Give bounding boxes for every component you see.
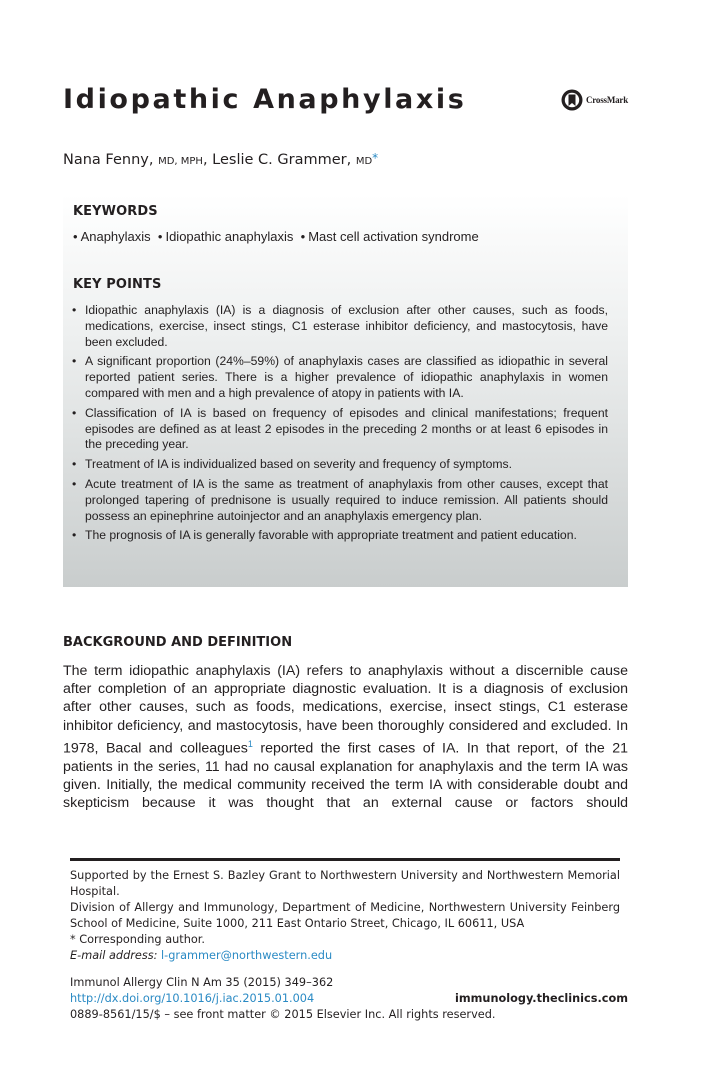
paragraph-text: The term idiopathic anaphylaxis (IA) refers to anaphylaxis without a discernible cause after completion of an appropriate diagnostic evaluation. It is a diagnosis of exclusion after other causes, such as foods, medications, exercise, insect stings, C1 esterase inhibitor deficiency, and mastocytosis, have been thoroughly considered and excluded. In 1978, Bacal and colleagues — [63, 663, 628, 757]
keyword: Anaphylaxis — [80, 229, 151, 244]
corresponding-author-link[interactable]: * — [372, 151, 379, 165]
crossmark-icon — [561, 89, 583, 111]
doi-link[interactable]: http://dx.doi.org/10.1016/j.iac.2015.01.004 — [70, 992, 315, 1005]
author-name: Nana Fenny, — [63, 152, 154, 168]
corresponding-note: * Corresponding author. — [70, 933, 205, 946]
author-name: Leslie C. Grammer, — [212, 152, 352, 168]
author-list — [63, 151, 378, 168]
key-point: • Acute treatment of IA is the same as treatment of anaphylaxis from other causes, except that prolonged tapering of prednisone is usually required to induce remission. All patients should possess an epinephrine autoinjector and an anaphylaxis emergency plan. — [71, 477, 608, 524]
reference-link[interactable]: 1 — [247, 738, 253, 749]
key-point: • Treatment of IA is individualized based on severity and frequency of symptoms. — [71, 457, 608, 473]
author-separator: , — [202, 152, 208, 168]
key-point: • Idiopathic anaphylaxis (IA) is a diagnosis of exclusion after other causes, such as foods, medications, exercise, insect stings, C1 esterase inhibitor deficiency, and mastocytosis, have been excluded. — [71, 303, 608, 350]
email-link[interactable]: l-grammer@northwestern.edu — [161, 949, 333, 962]
key-point: • A significant proportion (24%–59%) of anaphylaxis cases are classified as idiopathic in several reported patient series. There is a higher prevalence of idiopathic anaphylaxis in women compared with men and a high prevalence of atopy in patients with IA. — [71, 354, 608, 401]
key-points-list — [71, 303, 608, 548]
footnotes — [70, 868, 620, 964]
paragraph-text: reported the first cases of IA. In that report, of the 21 patients in the series, 11 had no causal explanation for anaphylaxis and the term IA was given. Initially, the medical community received the term IA with considerable doubt and skepticism because it was thought that an external cause or factors should — [63, 740, 629, 812]
keyword: Idiopathic anaphylaxis — [165, 229, 294, 244]
keywords-heading: KEYWORDS — [73, 204, 158, 219]
author-degrees: MD — [355, 156, 373, 167]
affiliation-note: Division of Allergy and Immunology, Department of Medicine, Northwestern University Feinberg School of Medicine, Suite 1000, 211 East Ontario Street, Chicago, IL 60611, USA — [70, 901, 620, 930]
journal-site-link[interactable]: immunology.theclinics.com — [455, 992, 628, 1005]
journal-info — [70, 975, 628, 1023]
key-point: • The prognosis of IA is generally favorable with appropriate treatment and patient education. — [71, 528, 608, 544]
citation: Immunol Allergy Clin N Am 35 (2015) 349–362 — [70, 976, 334, 989]
keywords-list: • Anaphylaxis • Idiopathic anaphylaxis • Mast cell activation syndrome — [73, 229, 479, 244]
keyword: Mast cell activation syndrome — [308, 229, 479, 244]
key-point: • Classification of IA is based on frequency of episodes and clinical manifestations; frequent episodes are defined as at least 2 episodes in the preceding 2 months or at least 6 episodes in the preceding year. — [71, 406, 608, 453]
crossmark-label: CrossMark — [586, 95, 629, 105]
copyright: 0889-8561/15/$ – see front matter © 2015 Elsevier Inc. All rights reserved. — [70, 1008, 496, 1021]
crossmark-badge[interactable] — [561, 89, 628, 111]
author-degrees: MD, MPH — [158, 156, 203, 167]
email-line — [70, 948, 620, 964]
email-label: E-mail address: — [70, 949, 158, 962]
key-points-heading: KEY POINTS — [73, 277, 162, 292]
section-heading: BACKGROUND AND DEFINITION — [63, 635, 293, 650]
article-title: Idiopathic Anaphylaxis — [63, 84, 467, 115]
funding-note: Supported by the Ernest S. Bazley Grant to Northwestern University and Northwestern Memorial Hospital. — [70, 869, 620, 898]
keywords-keypoints-box — [63, 194, 628, 587]
footnote-divider — [70, 858, 620, 861]
body-paragraph — [63, 662, 628, 812]
